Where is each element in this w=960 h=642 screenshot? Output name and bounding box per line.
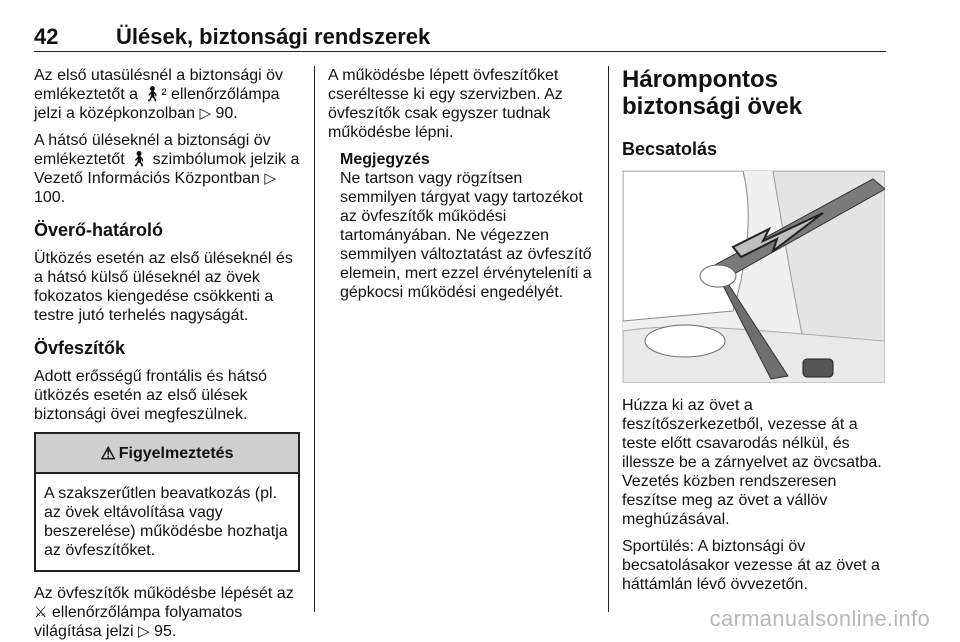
column-2 [328,66,594,302]
cross-reference-page[interactable]: 95. [154,623,177,640]
page-header [34,24,886,52]
paragraph-load-limiter: Ütközés esetén az első üléseknél és a hátsó külső üléseknél az övek fokozatos kiengedése csökkenti a testre jutó terhelés nagyságát. [34,250,293,324]
cross-reference-arrow-icon: ▷ [264,170,276,187]
note-text: Ne tartson vagy rögzítsen semmilyen tárgyat vagy tartozékot az övfeszítők működési tartományában. Ne végezzen semmilyen változtatást az övfeszítő elemein, mert ezzel érvényteleníti a gépkocsi működési engedélyét. [340,170,592,301]
airbag-warning-icon: ⚔︎ [34,604,48,621]
paragraph-airbag-lamp: Az övfeszítők működésbe lépését az ⚔︎ ellenőrzőlámpa folyamatos világítása jelzi ▷ 95. [34,585,294,640]
cross-reference-arrow-icon: ▷ [138,623,150,640]
warning-box [34,432,300,572]
seatbelt-fastening-illustration [622,170,884,382]
note-block [340,150,594,302]
paragraph-sport-seat: Sportülés: A biztonsági öv becsatolásakor vezesse át az övet a háttámlán lévő övvezetőn. [622,538,880,593]
paragraph-fastening-instructions: Húzza ki az övet a feszítőszerkezetből, vezesse át a teste előtt csavarodás nélkül, és illessze be a zárnyelvet az övcsatba. Vezetés közben rendszeresen feszítse meg az övet a vállöv meghúzásával. [622,397,882,528]
paragraph-rear-seatbelt-reminder: A hátsó üléseknél a biztonsági öv emlékeztetőt 🚶︎ szimbólumok jelzik a Vezető Információs Központban ▷ 100. [34,132,300,206]
column-3 [622,66,888,602]
page-number: 42 [34,24,59,49]
warning-triangle-icon: ⚠︎ [100,443,116,463]
cross-reference-arrow-icon: ▷ [199,105,211,122]
note-title: Megjegyzés [340,151,430,168]
cross-reference-page[interactable]: 100. [34,189,66,206]
column-divider-1 [314,66,315,612]
warning-text: A szakszerűtlen beavatkozás (pl. az övek eltávolítása vagy beszerelése) működésbe hozhatja az övfeszítőket. [44,485,288,559]
seatbelt-illustration-svg [623,171,885,383]
warning-title: Figyelmeztetés [118,444,234,462]
chapter-title: Ülések, biztonsági rendszerek [116,24,431,49]
watermark: carmanualsonline.info [709,606,930,631]
heading-ovfeszitok: Övfeszítők [34,338,126,358]
heading-becsatolas: Becsatolás [622,139,718,159]
paragraph-pretensioners: Adott erősségű frontális és hátsó ütközés esetén az első ülések biztonsági övei megfeszülnek. [34,368,268,423]
cross-reference-page[interactable]: 90. [215,105,238,122]
rear-seatbelt-icon: 🚶︎ [129,151,149,168]
heading-overo-hatarolo: Överő-határoló [34,220,164,240]
paragraph-front-seatbelt-reminder: Az első utasülésnél a biztonsági öv emlékeztetőt a 🚶︎² ellenőrzőlámpa jelzi a középkonzolban ▷ 90. [34,67,284,122]
warning-header [36,434,298,474]
column-1 [34,66,300,642]
column-divider-2 [608,66,609,612]
paragraph-replace-pretensioners: A működésbe lépett övfeszítőket cseréltesse ki egy szervizben. Az övfeszítők csak egyszer tudnak működésbe lépni. [328,67,563,141]
seatbelt-reminder-icon: 🚶︎² [142,86,167,103]
section-title: Hárompontos biztonsági övek [622,66,803,120]
